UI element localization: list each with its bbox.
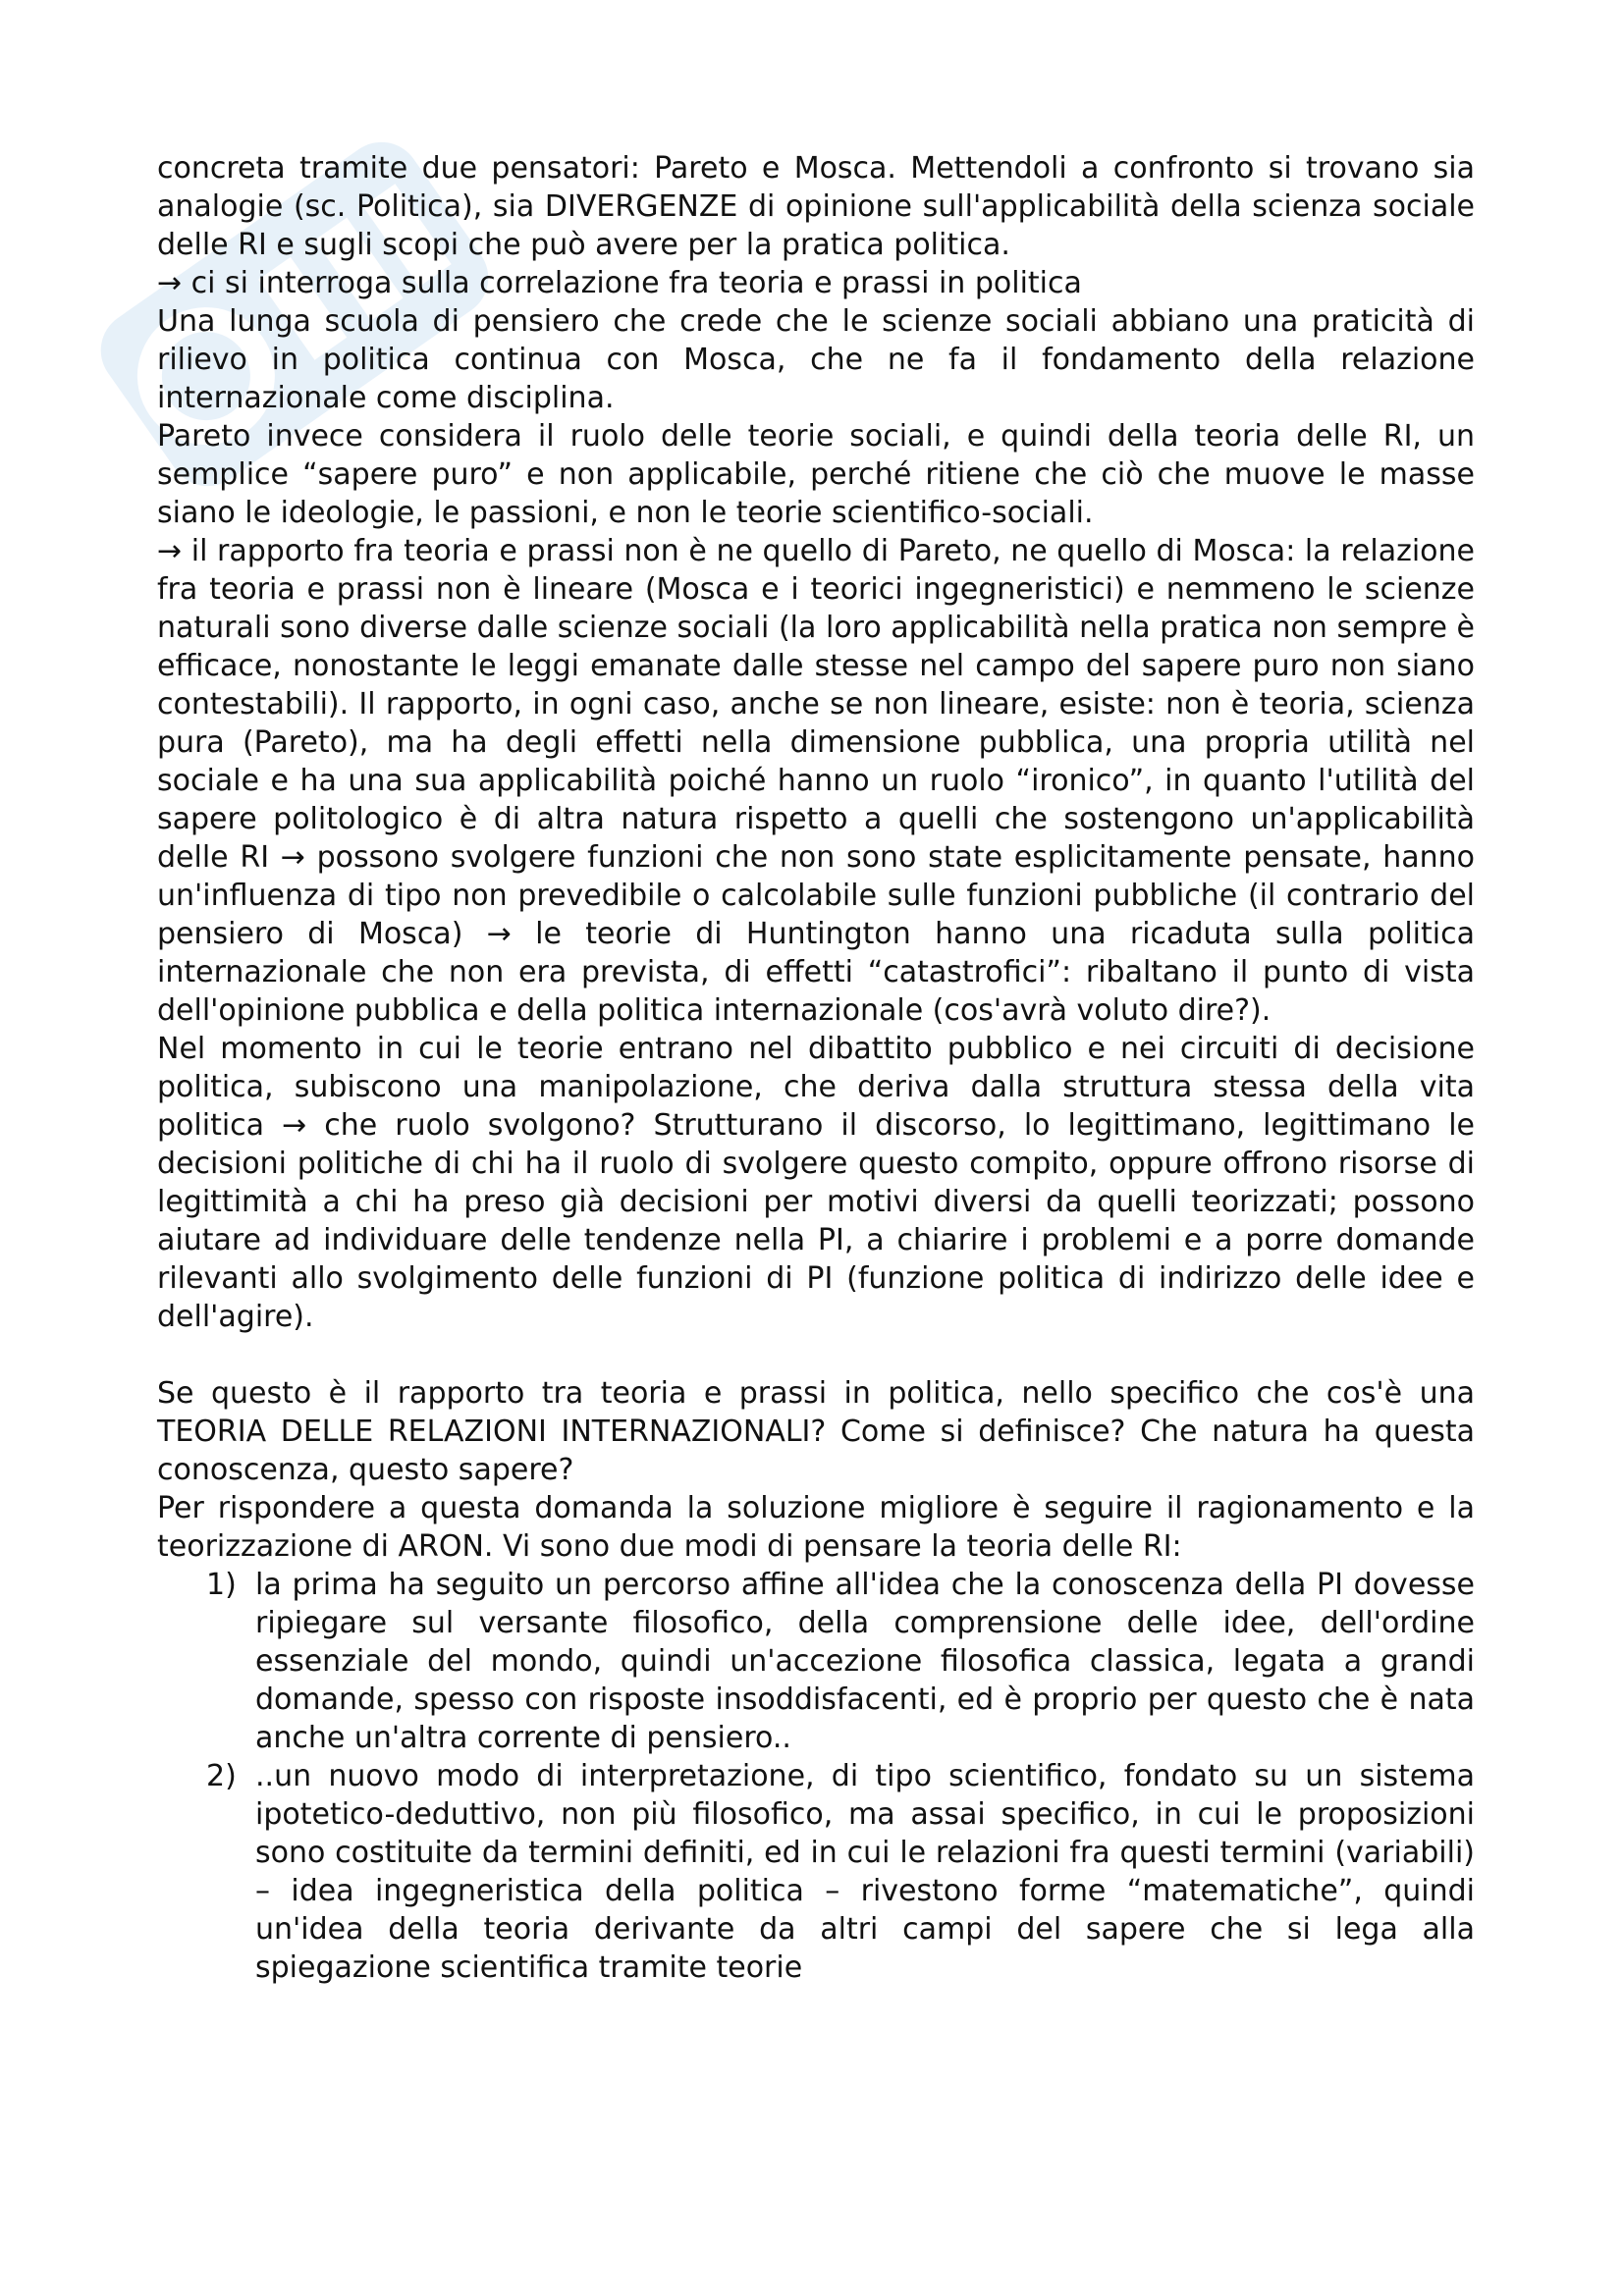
paragraph-question: Se questo è il rapporto tra teoria e prassi in politica, nello specifico che cos'è una TEORIA DELLE RELAZIONI INTERNAZIONALI? Come si definisce? Che natura ha questa conoscenza, questo sapere?: [157, 1376, 1475, 1487]
paragraph-public-debate: Nel momento in cui le teorie entrano nel dibattito pubblico e nei circuiti di decisione politica, subiscono una manipolazione, che deriva dalla struttura stessa della vita politica → che ruolo svolgono? Strutturano il discorso, lo legittimano, legittimano le decisioni politiche di chi ha il ruolo di svolgere questo compito, oppure offrono risorse di legittimità a chi ha preso già decisioni per motivi diversi da quelli teorizzati; possono aiutare ad individuare delle tendenze nella PI, a chiarire i problemi e a porre domande rilevanti allo svolgimento delle funzioni di PI (funzione politica di indirizzo delle idee e dell'agire).: [157, 1032, 1475, 1334]
numbered-list: [157, 1566, 1475, 1987]
blank-line: [157, 1336, 1475, 1374]
paragraph-pareto: Pareto invece considera il ruolo delle teorie sociali, e quindi della teoria delle RI, un semplice “sapere puro” e non applicabile, perché ritiene che ciò che muove le masse siano le ideologie, le passioni, e non le teorie scientifico-sociali.: [157, 419, 1475, 530]
paragraph-aron: Per rispondere a questa domanda la soluzione migliore è seguire il ragionamento e la teorizzazione di ARON. Vi sono due modi di pensare la teoria delle RI:: [157, 1491, 1475, 1564]
paragraph-intro: concreta tramite due pensatori: Pareto e Mosca. Mettendoli a confronto si trovano sia analogie (sc. Politica), sia DIVERGENZE di opinione sull'applicabilità della scienza sociale delle RI e sugli scopi che può avere per la pratica politica.: [157, 151, 1475, 262]
paragraph-mosca: Una lunga scuola di pensiero che crede che le scienze sociali abbiano una praticità di rilievo in politica continua con Mosca, che ne fa il fondamento della relazione internazionale come disciplina.: [157, 304, 1475, 415]
list-item: [157, 1566, 1475, 1757]
list-item: [157, 1757, 1475, 1987]
paragraph-arrow-correlation: → ci si interroga sulla correlazione fra teoria e prassi in politica: [157, 266, 1082, 300]
document-page: [157, 149, 1475, 1987]
paragraph-relation: → il rapporto fra teoria e prassi non è ne quello di Pareto, ne quello di Mosca: la relazione fra teoria e prassi non è lineare (Mosca e i teorici ingegneristici) e nemmeno le scienze naturali sono diverse dalle scienze sociali (la loro applicabilità nella pratica non sempre è efficace, nonostante le leggi emanate dalle stesse nel campo del sapere puro non siano contestabili). Il rapporto, in ogni caso, anche se non lineare, esiste: non è teoria, scienza pura (Pareto), ma ha degli effetti nella dimensione pubblica, una propria utilità nel sociale e ha una sua applicabilità poiché hanno un ruolo “ironico”, in quanto l'utilità del sapere politologico è di altra natura rispetto a quelli che sostengono un'applicabilità delle RI → possono svolgere funzioni che non sono state esplicitamente pensate, hanno un'influenza di tipo non prevedibile o calcolabile sulle funzioni pubbliche (il contrario del pensiero di Mosca) → le teorie di Huntington hanno una ricaduta sulla politica internazionale che non era prevista, di effetti “catastrofici”: ribaltano il punto di vista dell'opinione pubblica e della politica internazionale (cos'avrà voluto dire?).: [157, 534, 1475, 1028]
list-item-number: 2): [206, 1759, 237, 1793]
list-item-text: la prima ha seguito un percorso affine all'idea che la conoscenza della PI dovesse ripiegare sul versante filosofico, della comprensione delle idee, dell'ordine essenziale del mondo, quindi un'accezione filosofica classica, legata a grandi domande, spesso con risposte insoddisfacenti, ed è proprio per questo che è nata anche un'altra corrente di pensiero..: [255, 1568, 1475, 1755]
list-item-text: ..un nuovo modo di interpretazione, di tipo scientifico, fondato su un sistema ipotetico-deduttivo, non più filosofico, ma assai specifico, in cui le proposizioni sono costituite da termini definiti, ed in cui le relazioni fra questi termini (variabili) – idea ingegneristica della politica – rivestono forme “matematiche”, quindi un'idea della teoria derivante da altri campi del sapere che si lega alla spiegazione scientifica tramite teorie: [255, 1759, 1475, 1985]
list-item-number: 1): [206, 1568, 237, 1602]
